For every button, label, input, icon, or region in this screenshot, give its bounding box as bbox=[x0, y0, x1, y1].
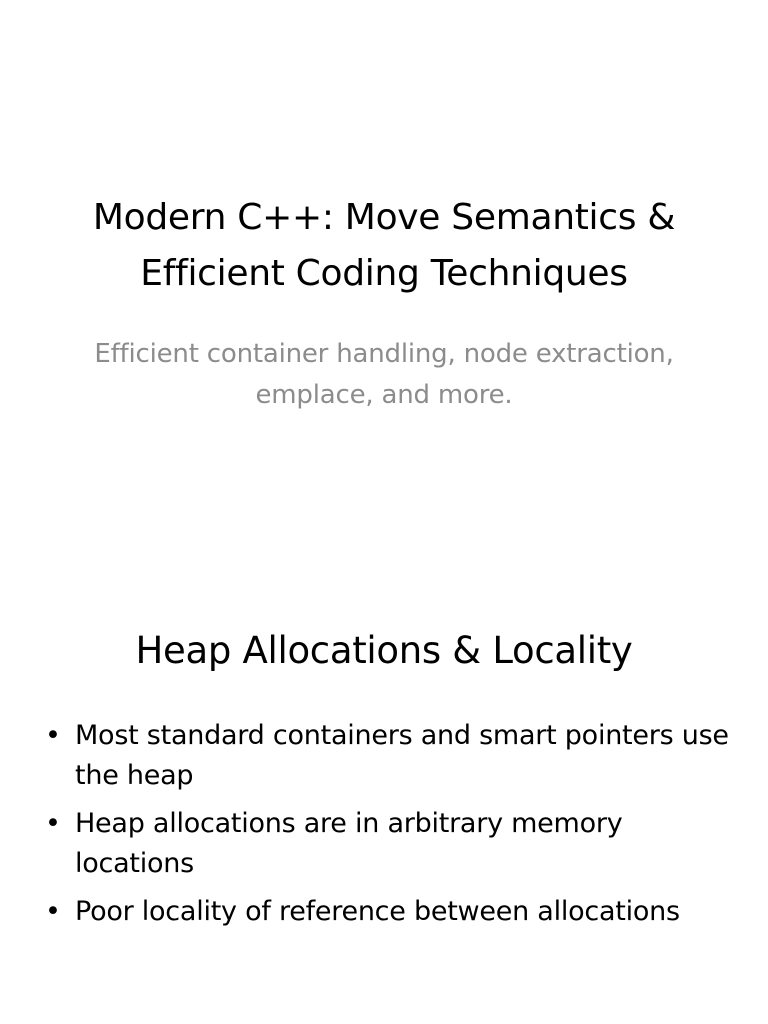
bullet-item bbox=[40, 716, 730, 796]
bullet-icon: • bbox=[45, 896, 61, 927]
deck-subtitle: Efficient container handling, node extraction, emplace, and more. bbox=[94, 339, 674, 410]
slide-heading: Heap Allocations & Locality bbox=[135, 629, 633, 672]
bullet-text: Poor locality of reference between allocations bbox=[75, 896, 680, 927]
content-slide bbox=[0, 576, 768, 1024]
bullet-item bbox=[40, 804, 730, 884]
deck-title: Modern C++: Move Semantics & Efficient Coding Techniques bbox=[92, 197, 676, 294]
bullet-text: Heap allocations are in arbitrary memory locations bbox=[75, 808, 623, 879]
bullet-text: Most standard containers and smart pointers use the heap bbox=[75, 720, 729, 791]
bullet-list bbox=[40, 716, 730, 940]
bullet-icon: • bbox=[45, 808, 61, 839]
bullet-icon: • bbox=[45, 720, 61, 751]
bullet-item bbox=[40, 892, 730, 932]
